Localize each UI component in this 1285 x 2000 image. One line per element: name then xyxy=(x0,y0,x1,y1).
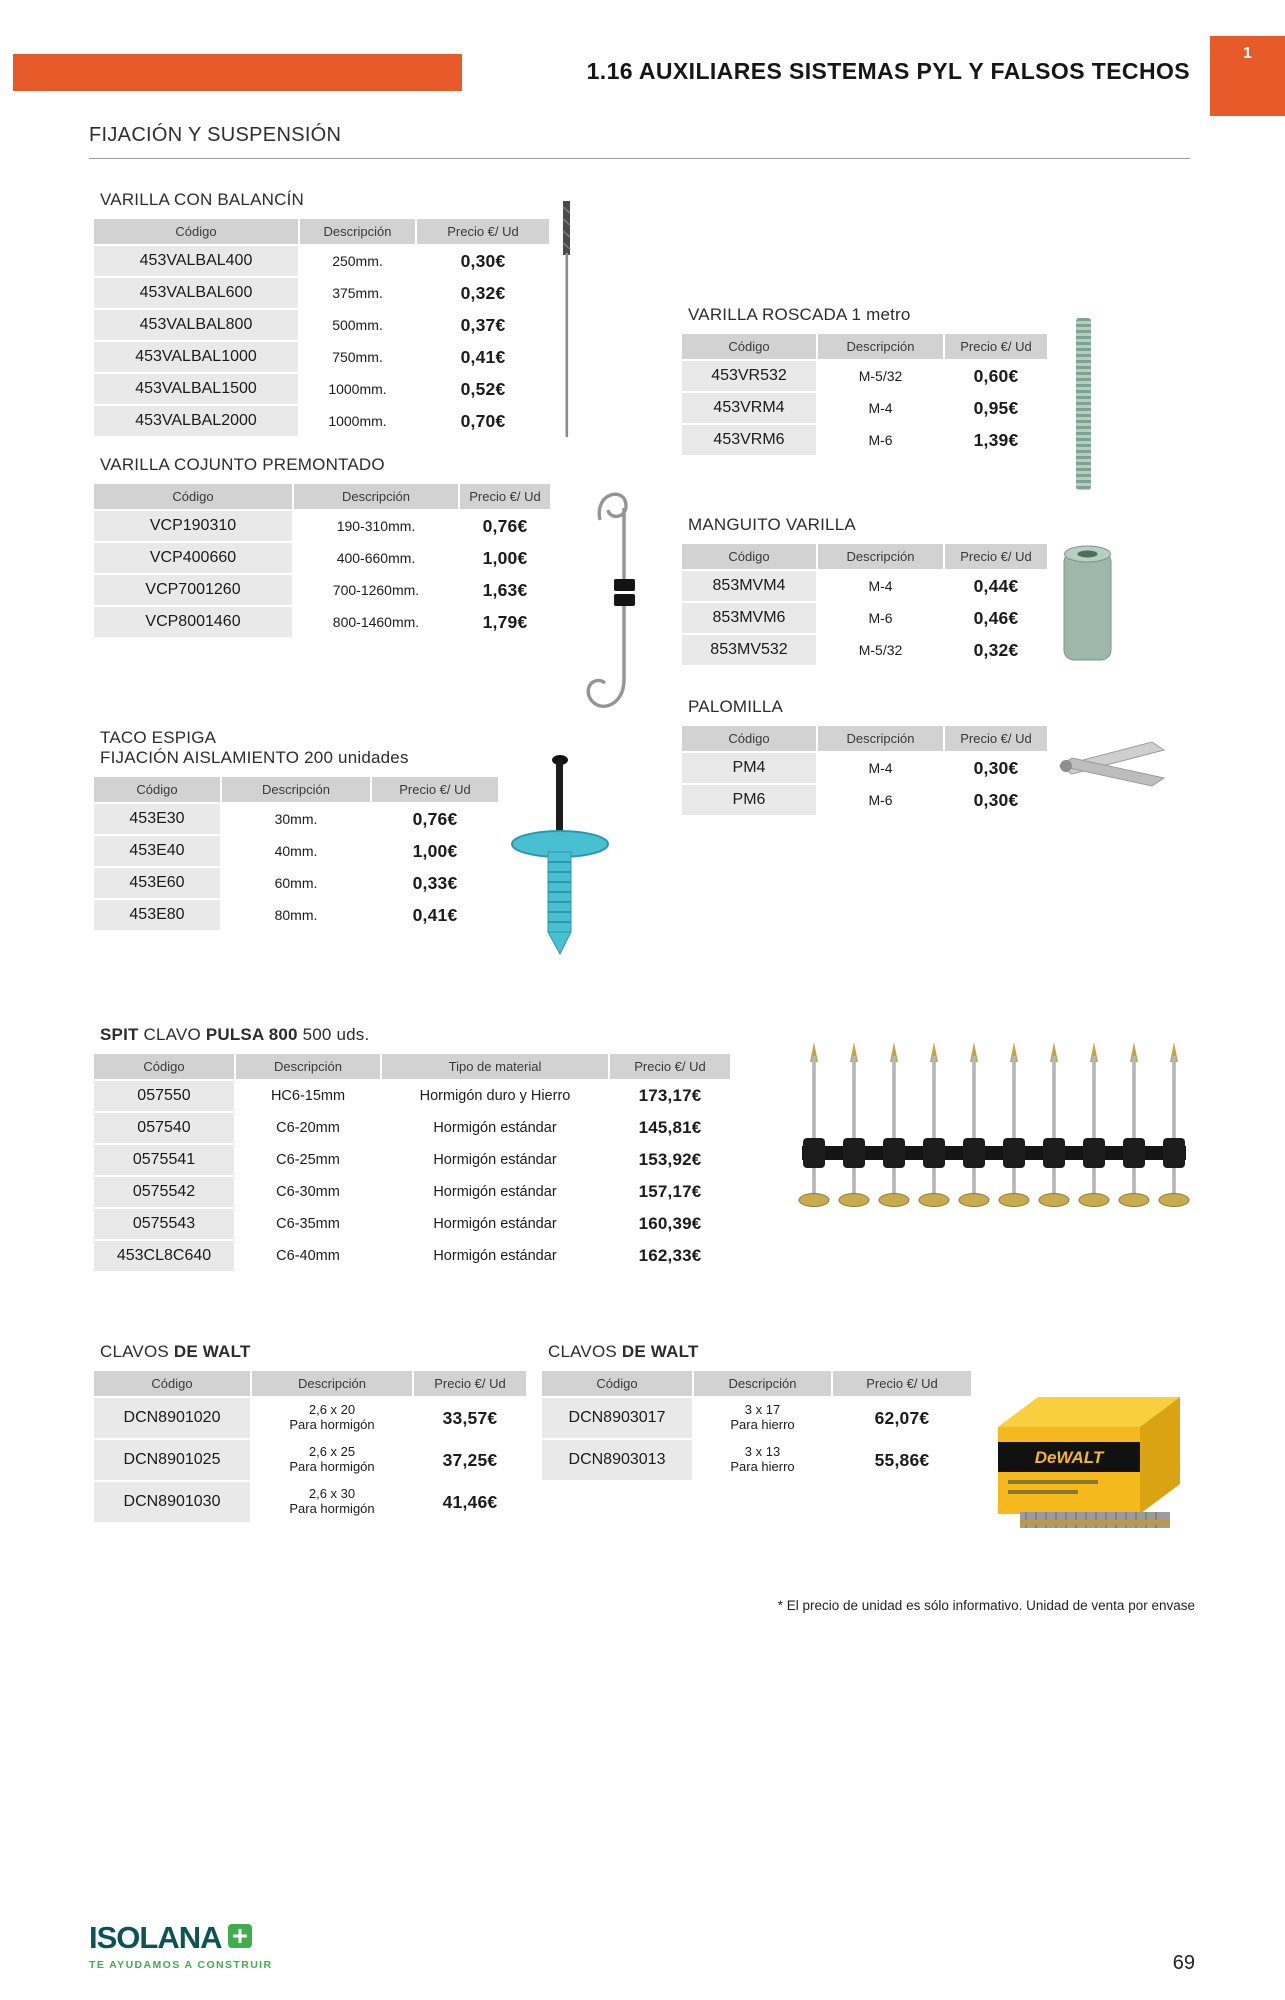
column-header: Precio €/ Ud xyxy=(417,219,549,244)
table-row xyxy=(94,310,549,340)
table-row xyxy=(94,1398,526,1438)
header-row xyxy=(94,1371,526,1396)
column-header: Precio €/ Ud xyxy=(414,1371,526,1396)
taco-espiga-image xyxy=(503,752,613,962)
cell-desc: M-6 xyxy=(818,425,943,455)
table-row xyxy=(94,575,550,605)
column-header: Código xyxy=(94,484,292,509)
column-header: Código xyxy=(682,334,816,359)
table-varilla-premontado xyxy=(92,482,552,639)
cell-price: 0,52€ xyxy=(417,374,549,404)
header-row xyxy=(94,1054,730,1079)
cell-desc: 2,6 x 30 Para hormigón xyxy=(252,1482,412,1522)
table-row xyxy=(542,1440,971,1480)
cell-price: 173,17€ xyxy=(610,1081,730,1111)
block-varilla-premontado xyxy=(92,455,552,639)
column-header: Descripción xyxy=(294,484,458,509)
cell-desc: C6-20mm xyxy=(236,1113,380,1143)
table-row xyxy=(682,753,1047,783)
dewalt-logo-text: DeWALT xyxy=(1034,1448,1104,1467)
table-row xyxy=(94,543,550,573)
cell-price: 162,33€ xyxy=(610,1241,730,1271)
column-header: Descripción xyxy=(818,544,943,569)
cell-desc: 500mm. xyxy=(300,310,415,340)
chapter-tab xyxy=(1210,36,1285,116)
cell-code: 853MVM4 xyxy=(682,571,816,601)
table-row xyxy=(94,246,549,276)
cell-desc: 1000mm. xyxy=(300,406,415,436)
block-palomilla xyxy=(680,697,1049,817)
cell-desc: 250mm. xyxy=(300,246,415,276)
cell-code: DCN8903017 xyxy=(542,1398,692,1438)
cell-price: 160,39€ xyxy=(610,1209,730,1239)
table-title-taco-line2: FIJACIÓN AISLAMIENTO 200 unidades xyxy=(100,748,409,767)
table-row xyxy=(94,804,498,834)
cell-code: 453VALBAL1500 xyxy=(94,374,298,404)
cell-desc: 60mm. xyxy=(222,868,370,898)
cell-desc: C6-30mm xyxy=(236,1177,380,1207)
table-row xyxy=(94,1440,526,1480)
table-row xyxy=(94,1113,730,1143)
cell-desc: HC6-15mm xyxy=(236,1081,380,1111)
cell-code: 453VRM4 xyxy=(682,393,816,423)
cell-desc: M-5/32 xyxy=(818,361,943,391)
cell-desc: 3 x 13 Para hierro xyxy=(694,1440,831,1480)
cell-price: 1,00€ xyxy=(372,836,498,866)
column-header: Código xyxy=(94,777,220,802)
table-title-manguito: MANGUITO VARILLA xyxy=(688,515,856,534)
cell-price: 0,46€ xyxy=(945,603,1047,633)
cell-price: 153,92€ xyxy=(610,1145,730,1175)
cell-code: 453E60 xyxy=(94,868,220,898)
cell-code: 453VALBAL800 xyxy=(94,310,298,340)
table-varilla-roscada xyxy=(680,332,1049,457)
cell-code: 453VR532 xyxy=(682,361,816,391)
table-title-balancin: VARILLA CON BALANCÍN xyxy=(100,190,304,209)
cell-desc: M-4 xyxy=(818,571,943,601)
cell-price: 0,32€ xyxy=(945,635,1047,665)
cell-code: 453VALBAL400 xyxy=(94,246,298,276)
cell-price: 0,37€ xyxy=(417,310,549,340)
spit-units: 500 uds. xyxy=(297,1025,370,1044)
column-header: Descripción xyxy=(694,1371,831,1396)
cell-code: 0575543 xyxy=(94,1209,234,1239)
cell-price: 0,30€ xyxy=(945,785,1047,815)
column-header: Código xyxy=(94,1371,250,1396)
block-taco-espiga xyxy=(92,728,500,932)
header-row xyxy=(94,219,549,244)
cell-price: 1,79€ xyxy=(460,607,550,637)
column-header: Precio €/ Ud xyxy=(945,334,1047,359)
spit-model: PULSA 800 xyxy=(205,1025,298,1044)
table-row xyxy=(682,785,1047,815)
block-manguito xyxy=(680,515,1049,667)
spit-mid: CLAVO xyxy=(138,1025,206,1044)
table-row xyxy=(682,603,1047,633)
varilla-roscada-image xyxy=(1076,318,1091,490)
table-row xyxy=(94,406,549,436)
cell-desc: Hormigón estándar xyxy=(382,1241,608,1271)
cell-code: DCN8901025 xyxy=(94,1440,250,1480)
column-header: Precio €/ Ud xyxy=(610,1054,730,1079)
block-varilla-roscada xyxy=(680,305,1049,457)
isolana-tagline: TE AYUDAMOS A CONSTRUIR xyxy=(89,1959,273,1971)
table-title-palomilla: PALOMILLA xyxy=(688,697,784,716)
table-row xyxy=(94,511,550,541)
cell-code: PM6 xyxy=(682,785,816,815)
cell-code: 853MVM6 xyxy=(682,603,816,633)
header-row xyxy=(542,1371,971,1396)
cell-code: DCN8901020 xyxy=(94,1398,250,1438)
cell-desc: 800-1460mm. xyxy=(294,607,458,637)
cell-code: PM4 xyxy=(682,753,816,783)
table-row xyxy=(682,635,1047,665)
cell-desc: 1000mm. xyxy=(300,374,415,404)
header-row xyxy=(682,726,1047,751)
cell-code: 057550 xyxy=(94,1081,234,1111)
column-header: Descripción xyxy=(222,777,370,802)
header-row xyxy=(94,777,498,802)
cell-code: VCP400660 xyxy=(94,543,292,573)
table-palomilla xyxy=(680,724,1049,817)
cell-desc: 375mm. xyxy=(300,278,415,308)
table-row xyxy=(94,278,549,308)
cell-code: DCN8903013 xyxy=(542,1440,692,1480)
cell-desc: C6-25mm xyxy=(236,1145,380,1175)
section-divider xyxy=(89,158,1190,159)
block-spit-clavo xyxy=(92,1025,732,1273)
cell-price: 37,25€ xyxy=(414,1440,526,1480)
column-header: Precio €/ Ud xyxy=(460,484,550,509)
header-row xyxy=(682,334,1047,359)
block-clavos-dewalt-right xyxy=(540,1342,973,1482)
cell-desc: 30mm. xyxy=(222,804,370,834)
column-header: Descripción xyxy=(818,334,943,359)
isolana-wordmark: ISOLANA xyxy=(89,1920,222,1955)
price-footnote: * El precio de unidad es sólo informativo. Unidad de venta por envase xyxy=(777,1598,1195,1613)
table-row xyxy=(682,571,1047,601)
column-header: Código xyxy=(682,544,816,569)
cell-code: VCP8001460 xyxy=(94,607,292,637)
cell-desc: 80mm. xyxy=(222,900,370,930)
table-clavos-dewalt-left xyxy=(92,1369,528,1524)
table-taco-espiga xyxy=(92,775,500,932)
table-row xyxy=(94,342,549,372)
column-header: Descripción xyxy=(818,726,943,751)
cell-code: 453VALBAL2000 xyxy=(94,406,298,436)
cell-price: 1,63€ xyxy=(460,575,550,605)
cell-desc: Hormigón estándar xyxy=(382,1113,608,1143)
cell-price: 0,95€ xyxy=(945,393,1047,423)
cell-price: 1,00€ xyxy=(460,543,550,573)
cell-price: 0,30€ xyxy=(945,753,1047,783)
cell-desc: Hormigón duro y Hierro xyxy=(382,1081,608,1111)
cell-price: 0,44€ xyxy=(945,571,1047,601)
cell-code: 453VRM6 xyxy=(682,425,816,455)
table-varilla-balancin xyxy=(92,217,551,438)
cell-price: 0,76€ xyxy=(460,511,550,541)
cell-code: DCN8901030 xyxy=(94,1482,250,1522)
table-row xyxy=(682,361,1047,391)
cell-price: 0,33€ xyxy=(372,868,498,898)
manguito-image xyxy=(1060,538,1115,673)
cell-price: 0,41€ xyxy=(417,342,549,372)
column-header: Código xyxy=(542,1371,692,1396)
cell-desc: M-4 xyxy=(818,393,943,423)
column-header: Precio €/ Ud xyxy=(945,726,1047,751)
cell-code: VCP7001260 xyxy=(94,575,292,605)
cell-price: 0,60€ xyxy=(945,361,1047,391)
column-header: Precio €/ Ud xyxy=(945,544,1047,569)
cell-desc: M-6 xyxy=(818,785,943,815)
cell-code: 453VALBAL600 xyxy=(94,278,298,308)
cell-code: 0575541 xyxy=(94,1145,234,1175)
cell-desc: 400-660mm. xyxy=(294,543,458,573)
table-row xyxy=(94,607,550,637)
cell-desc: M-5/32 xyxy=(818,635,943,665)
dewalt-box-image xyxy=(978,1372,1200,1549)
isolana-logo xyxy=(89,1920,273,1971)
table-row xyxy=(94,1482,526,1522)
table-row xyxy=(682,425,1047,455)
cell-price: 0,41€ xyxy=(372,900,498,930)
cell-desc: 40mm. xyxy=(222,836,370,866)
cell-desc: 3 x 17 Para hierro xyxy=(694,1398,831,1438)
column-header: Código xyxy=(682,726,816,751)
cell-desc: M-6 xyxy=(818,603,943,633)
cell-desc: Hormigón estándar xyxy=(382,1177,608,1207)
cell-price: 55,86€ xyxy=(833,1440,971,1480)
column-header: Descripción xyxy=(300,219,415,244)
table-row xyxy=(94,374,549,404)
cell-desc: 2,6 x 20 Para hormigón xyxy=(252,1398,412,1438)
varilla-premontado-image xyxy=(570,478,640,728)
cell-price: 0,32€ xyxy=(417,278,549,308)
column-header: Código xyxy=(94,1054,234,1079)
cell-code: 453E80 xyxy=(94,900,220,930)
isolana-symbol-icon xyxy=(228,1924,252,1953)
table-title-dewalt-left: CLAVOS DE WALT xyxy=(100,1342,251,1361)
table-row xyxy=(94,1177,730,1207)
spit-brand: SPIT xyxy=(100,1025,139,1044)
cell-desc: 750mm. xyxy=(300,342,415,372)
varilla-balancin-image xyxy=(552,195,582,450)
table-clavos-dewalt-right xyxy=(540,1369,973,1482)
table-title-dewalt-right: CLAVOS DE WALT xyxy=(548,1342,699,1361)
cell-desc: M-4 xyxy=(818,753,943,783)
cell-price: 41,46€ xyxy=(414,1482,526,1522)
cell-code: 0575542 xyxy=(94,1177,234,1207)
column-header: Código xyxy=(94,219,298,244)
cell-price: 0,76€ xyxy=(372,804,498,834)
cell-desc: C6-35mm xyxy=(236,1209,380,1239)
cell-desc: C6-40mm xyxy=(236,1241,380,1271)
section-title: FIJACIÓN Y SUSPENSIÓN xyxy=(89,124,342,146)
column-header: Tipo de material xyxy=(382,1054,608,1079)
cell-code: 453E40 xyxy=(94,836,220,866)
column-header: Precio €/ Ud xyxy=(372,777,498,802)
cell-price: 0,30€ xyxy=(417,246,549,276)
table-row xyxy=(94,1145,730,1175)
cell-price: 157,17€ xyxy=(610,1177,730,1207)
table-row xyxy=(94,900,498,930)
table-row xyxy=(682,393,1047,423)
table-title-spit xyxy=(92,1025,732,1045)
cell-desc: 190-310mm. xyxy=(294,511,458,541)
page-header-title: 1.16 AUXILIARES SISTEMAS PYL Y FALSOS TECHOS xyxy=(586,58,1190,84)
column-header: Descripción xyxy=(252,1371,412,1396)
cell-code: VCP190310 xyxy=(94,511,292,541)
cell-price: 1,39€ xyxy=(945,425,1047,455)
cell-price: 145,81€ xyxy=(610,1113,730,1143)
cell-code: 853MV532 xyxy=(682,635,816,665)
block-clavos-dewalt-left xyxy=(92,1342,528,1524)
table-row xyxy=(94,1209,730,1239)
cell-code: 453VALBAL1000 xyxy=(94,342,298,372)
table-title-roscada: VARILLA ROSCADA 1 metro xyxy=(688,305,911,324)
cell-price: 33,57€ xyxy=(414,1398,526,1438)
header-row xyxy=(682,544,1047,569)
cell-desc: Hormigón estándar xyxy=(382,1145,608,1175)
column-header: Descripción xyxy=(236,1054,380,1079)
block-varilla-balancin xyxy=(92,190,551,438)
cell-code: 057540 xyxy=(94,1113,234,1143)
cell-code: 453CL8C640 xyxy=(94,1241,234,1271)
palomilla-image xyxy=(1052,728,1172,803)
column-header: Precio €/ Ud xyxy=(833,1371,971,1396)
table-row xyxy=(542,1398,971,1438)
cell-desc: 2,6 x 25 Para hormigón xyxy=(252,1440,412,1480)
table-row xyxy=(94,868,498,898)
cell-desc: 700-1260mm. xyxy=(294,575,458,605)
table-title-taco-line1: TACO ESPIGA xyxy=(100,728,217,747)
header-row xyxy=(94,484,550,509)
cell-price: 62,07€ xyxy=(833,1398,971,1438)
table-title-premontado: VARILLA COJUNTO PREMONTADO xyxy=(100,455,385,474)
table-row xyxy=(94,836,498,866)
cell-price: 0,70€ xyxy=(417,406,549,436)
cell-desc: Hormigón estándar xyxy=(382,1209,608,1239)
cell-code: 453E30 xyxy=(94,804,220,834)
spit-nails-image xyxy=(788,1042,1200,1232)
table-row xyxy=(94,1241,730,1271)
chapter-number: 1 xyxy=(1243,45,1252,62)
page-number: 69 xyxy=(1172,1952,1195,1974)
header-accent-bar xyxy=(13,54,462,91)
table-row xyxy=(94,1081,730,1111)
table-manguito xyxy=(680,542,1049,667)
table-spit-clavo xyxy=(92,1052,732,1273)
